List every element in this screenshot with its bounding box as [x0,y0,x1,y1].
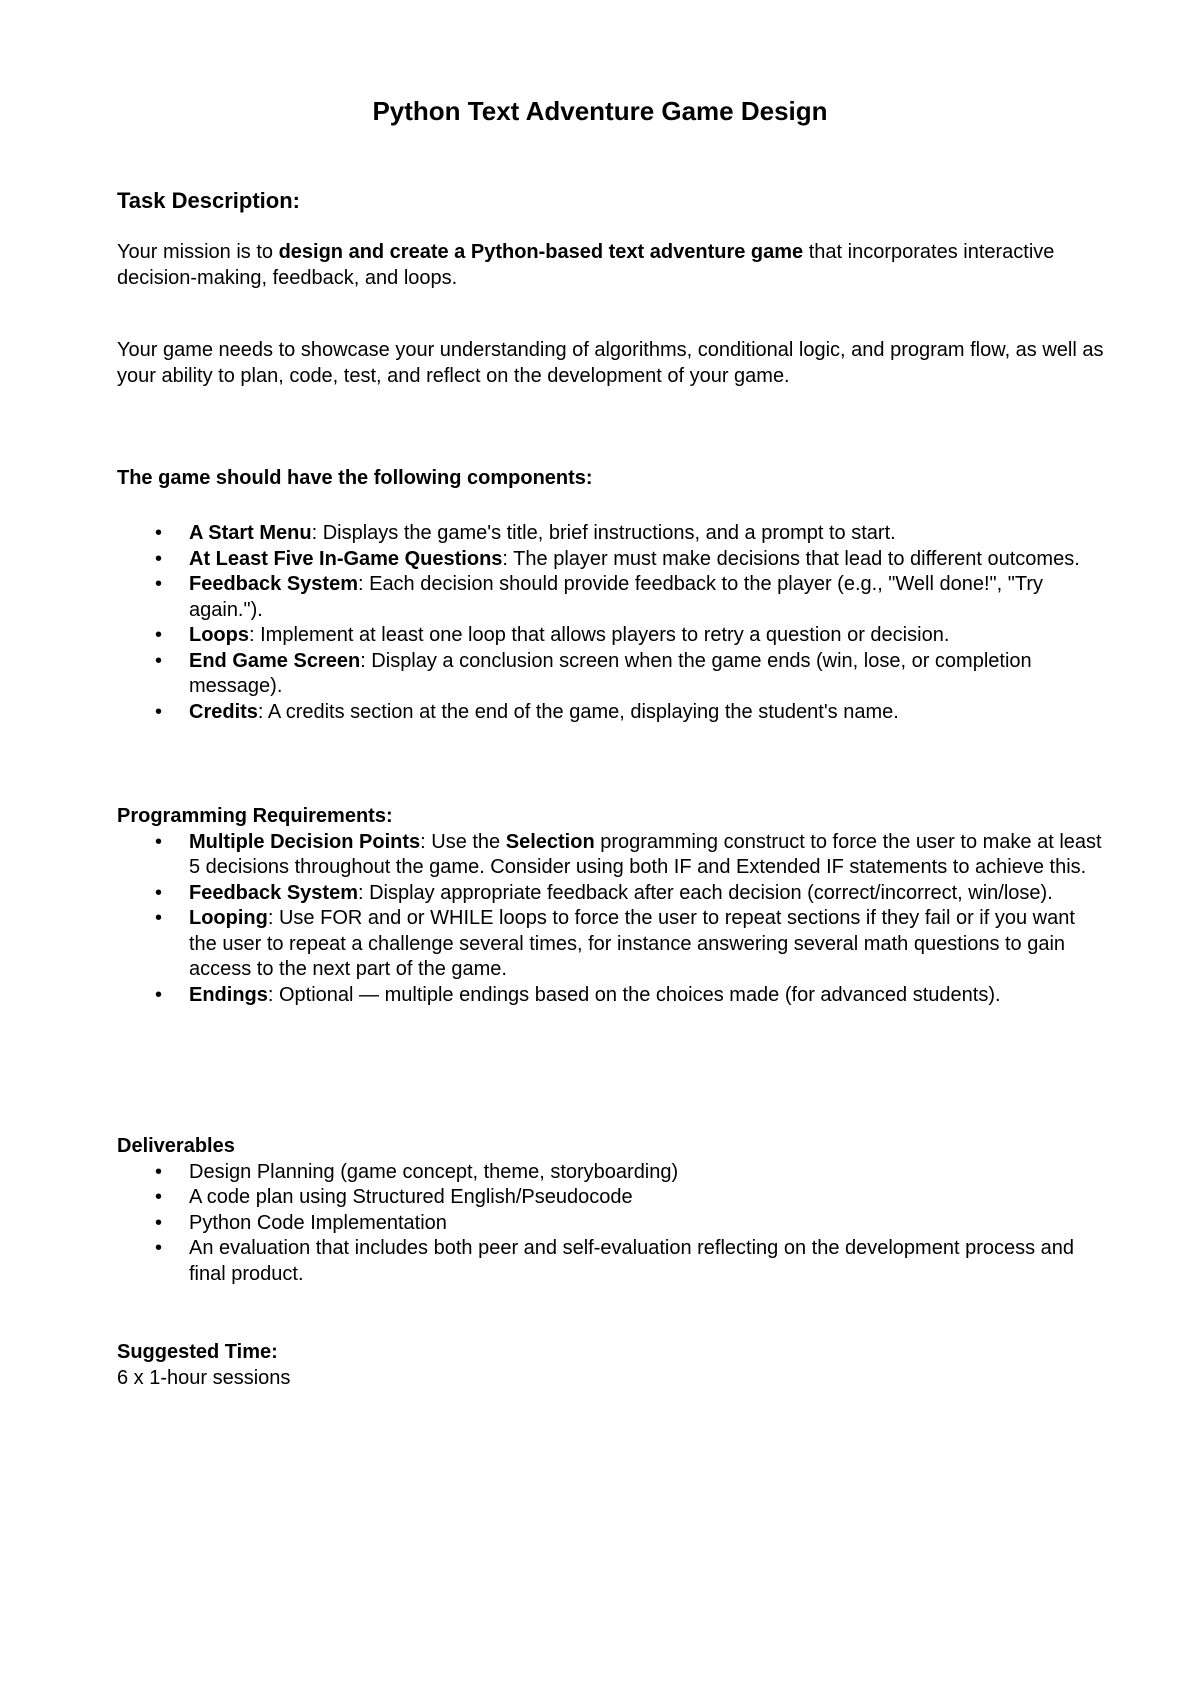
list-item [117,1160,1107,1186]
bullet-icon: • [155,983,163,1006]
bullet-icon: • [155,1160,163,1183]
bullet-icon: • [155,547,163,570]
list-item [117,700,1107,726]
components-list [117,521,1107,725]
list-item [117,983,1107,1009]
components-list-wrap [117,521,1107,725]
list-item [117,547,1107,573]
item-bold: Feedback System [189,573,358,595]
bullet-icon: • [155,649,163,672]
item-text: : Each decision should provide feedback to the player (e.g., "Well done!", "Try again."). [189,573,1043,621]
bullet-icon: • [155,700,163,723]
item-text: : Displays the game's title, brief instructions, and a prompt to start. [311,522,896,544]
task-heading: Task Description: [117,188,300,213]
bullet-icon: • [155,907,163,929]
components-section [117,466,1107,492]
list-item [117,623,1107,649]
bullet-icon: • [155,830,163,853]
task-para1-bold: design and create a Python-based text adventure game [278,241,804,263]
bullet-icon: • [155,573,163,595]
bullet-icon: • [155,1186,163,1208]
bullet-icon: • [155,522,163,544]
item-text: : Display appropriate feedback after each decision (correct/incorrect, win/lose). [357,881,1053,904]
item-text: Python Code Implementation [189,1211,447,1234]
components-heading: The game should have the following components: [117,467,593,489]
item-bold: At Least Five In-Game Questions [189,547,503,570]
task-para1-after: that incorporates interactive decision-making, feedback, and loops. [117,241,1055,289]
item-bold: Credits [189,700,258,723]
list-item [117,649,1107,700]
list-item [117,830,1107,881]
item-text: : Implement at least one loop that allows players to retry a question or decision. [249,624,950,646]
item-bold-inline: Selection [505,830,595,853]
item-text: : The player must make decisions that lead to different outcomes. [502,547,1080,570]
list-item [117,906,1107,983]
item-bold: Feedback System [189,881,358,904]
item-text: : Use FOR and or WHILE loops to force the user to repeat sections if they fail or if you want the user to repeat a challenge several times, for instance answering several math questions to gain access to the next part of the game. [189,907,1075,980]
item-bold: Multiple Decision Points [189,830,421,853]
time-heading: Suggested Time: [117,1341,278,1363]
task-para1-before: Your mission is to [117,241,279,263]
task-paragraph-1 [117,240,1107,291]
programming-list [117,830,1107,1009]
programming-heading: Programming Requirements: [117,805,393,827]
item-bold: End Game Screen [189,649,361,672]
task-section [117,188,1107,214]
bullet-icon: • [155,1211,163,1234]
item-text: : Optional — multiple endings based on the choices made (for advanced students). [267,983,1001,1006]
deliverables-heading: Deliverables [117,1135,235,1157]
list-item [117,1211,1107,1237]
programming-section [117,804,1107,1008]
time-section [117,1340,1107,1391]
time-value: 6 x 1-hour sessions [117,1366,291,1389]
bullet-icon: • [155,1237,163,1259]
bullet-icon: • [155,624,163,646]
list-item [117,1185,1107,1211]
deliverables-section [117,1134,1107,1287]
list-item [117,521,1107,547]
item-text: : Use the [420,830,506,853]
task-para2: Your game needs to showcase your understanding of algorithms, conditional logic, and program flow, as well as your ability to plan, code, test, and reflect on the development of your game. [117,339,1104,387]
task-paragraph-2 [117,338,1107,389]
bullet-icon: • [155,881,163,904]
list-item [117,572,1107,623]
page-title: Python Text Adventure Game Design [372,96,828,126]
deliverables-list [117,1160,1107,1288]
list-item [117,1236,1107,1287]
item-text: programming construct to force the user to make at least 5 decisions throughout the game. Consider using both IF and Extended IF statements to achieve this. [189,830,1102,878]
item-bold: Loops [189,624,249,646]
item-bold: A Start Menu [189,522,312,544]
item-text: : Display a conclusion screen when the game ends (win, lose, or completion message). [189,649,1032,697]
item-text: Design Planning (game concept, theme, storyboarding) [189,1160,679,1183]
item-text: An evaluation that includes both peer and self-evaluation reflecting on the development process and final product. [189,1237,1075,1285]
item-text: : A credits section at the end of the game, displaying the student's name. [257,700,899,723]
item-bold: Looping [189,907,268,929]
list-item [117,881,1107,907]
item-bold: Endings [189,983,268,1006]
item-text: A code plan using Structured English/Pseudocode [189,1186,633,1208]
